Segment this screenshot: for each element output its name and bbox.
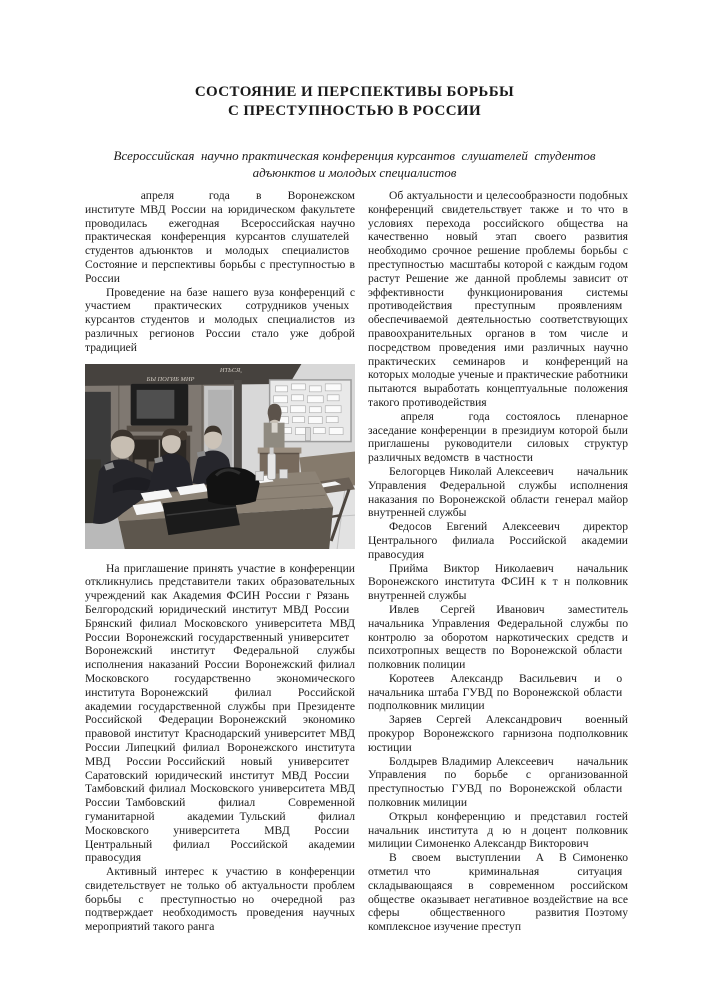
photo-podium-bottle	[305, 427, 310, 440]
page-title-line2: С ПРЕСТУПНОСТЬЮ В РОССИИ	[227, 103, 482, 119]
page-title	[40, 83, 669, 121]
paragraph: Заряев Сергей Александрович военный прокурор Воронежского гарнизона подполковник юстиции	[368, 713, 628, 754]
paragraph: Об актуальности и целесообразности подобных конференций свидетельствует также и то что в условиях перехода российского общества на качественно новый этап своего развития необходимо срочное решение проблемы борьбы с преступностью масштабы которой с каждым годом растут Решение же данной проблемы зависит от эффективности функционирования системы противодействия преступным проявлениям обеспечиваемой деятельностью соответствующих правоохранительных органов в том числе и посредством проведения ими различных научно практических семинаров и конференций на которых молодые ученые и практические работники пытаются выработать концептуальные положения такого противодействия	[368, 189, 628, 409]
conference-photo-illustration	[85, 364, 355, 549]
left-column	[85, 189, 355, 934]
paragraph: Проведение на базе нашего вуза конференций с участием практических сотрудников ученых курсантов студентов и молодых специалистов из различных регионов России стало уже доброй традицией	[85, 285, 355, 354]
page-title-line1: СОСТОЯНИЕ И ПЕРСПЕКТИВЫ БОРЬБЫ	[194, 84, 515, 100]
photo-slogan-line2: БЫ ПОГИБ МИР	[146, 375, 195, 383]
photo-tv	[127, 383, 193, 431]
paragraph: Федосов Евгений Алексеевич директор Центрального филиала Российской академии правосудия	[368, 520, 628, 561]
paragraph: Ивлев Сергей Иванович заместитель начальника Управления Федеральной службы по контролю за оборотом наркотических средств и психотропных веществ по Воронежской области полковник полиции	[368, 602, 628, 672]
page-subtitle-line1: Всероссийская научно практическая конференция курсантов слушателей студентов	[113, 148, 596, 163]
page-subtitle	[30, 147, 679, 181]
paragraph: апреля года состоялось пленарное заседание конференции в президиум которой были приглашены руководители силовых структур различных ведомств в частности	[368, 409, 628, 465]
page-subtitle-line2: адъюнктов и молодых специалистов	[252, 165, 457, 180]
paragraph: В своем выступлении А В Симоненко отметил что криминальная ситуация складывающаяся в современном российском обществе оказывает негативное воздействие на все сферы общественного развития Поэтому комплексное изучение преступ	[368, 851, 628, 934]
left-column-bottom-paragraphs	[85, 562, 355, 935]
paragraph: Белогорцев Николай Алексеевич начальник Управления Федеральной службы исполнения наказания по Воронежской области генерал майор внутренней службы	[368, 464, 628, 520]
paragraph: Коротеев Александр Васильевич и о начальника штаба ГУВД по Воронежской области подполковник милиции	[368, 671, 628, 713]
right-column	[368, 189, 628, 934]
paragraph: апреля года в Воронежском институте МВД России на юридическом факультете проводилась ежегодная Всероссийская научно практическая конференция курсантов слушателей студентов адъюнктов и молодых специалистов Состояние и перспективы борьбы с преступностью в России	[85, 189, 355, 285]
conference-photo	[85, 364, 355, 549]
paragraph: Болдырев Владимир Алексеевич начальник Управления по борьбе с организованной преступностью ГУВД по Воронежской области полковник милиции	[368, 754, 628, 810]
left-column-top-paragraphs	[85, 189, 355, 355]
paragraph: Активный интерес к участию в конференции свидетельствует не только об актуальности проблем борьбы с преступностью но очередной раз подтверждает необходимость проведения научных мероприятий такого ранга	[85, 865, 355, 934]
photo-bag	[206, 467, 260, 505]
paragraph: Открыл конференцию и представил гостей начальник института д ю н доцент полковник милиции Симоненко Александр Викторович	[368, 809, 628, 851]
paragraph: На приглашение принять участие в конференции откликнулись представители таких образовательных учреждений как Академия ФСИН России г Рязань Белгородский юридический институт МВД России Брянский филиал Московского университета МВД России Воронежский государственный университет Воронежский институт Федеральной службы исполнения наказаний России Воронежский филиал Московского государственно экономического института Воронежский филиал Российской академии государственной службы при Президенте Российской Федерации Воронежский экономико правовой институт Краснодарский университет МВД России Липецкий филиал Воронежского института МВД России Российский новый университет Саратовский юридический институт МВД России Тамбовский филиал Московского университета МВД России Тамбовский филиал Современной гуманитарной академии Тульский филиал Московского университета МВД России Центральный филиал Российской академии правосудия	[85, 561, 355, 865]
paragraph: Прийма Виктор Николаевич начальник Воронежского института ФСИН к т н полковник внутренней службы	[368, 561, 628, 603]
body-columns	[85, 189, 628, 934]
photo-slogan-line1: ИТЬСЯ,	[219, 366, 242, 374]
